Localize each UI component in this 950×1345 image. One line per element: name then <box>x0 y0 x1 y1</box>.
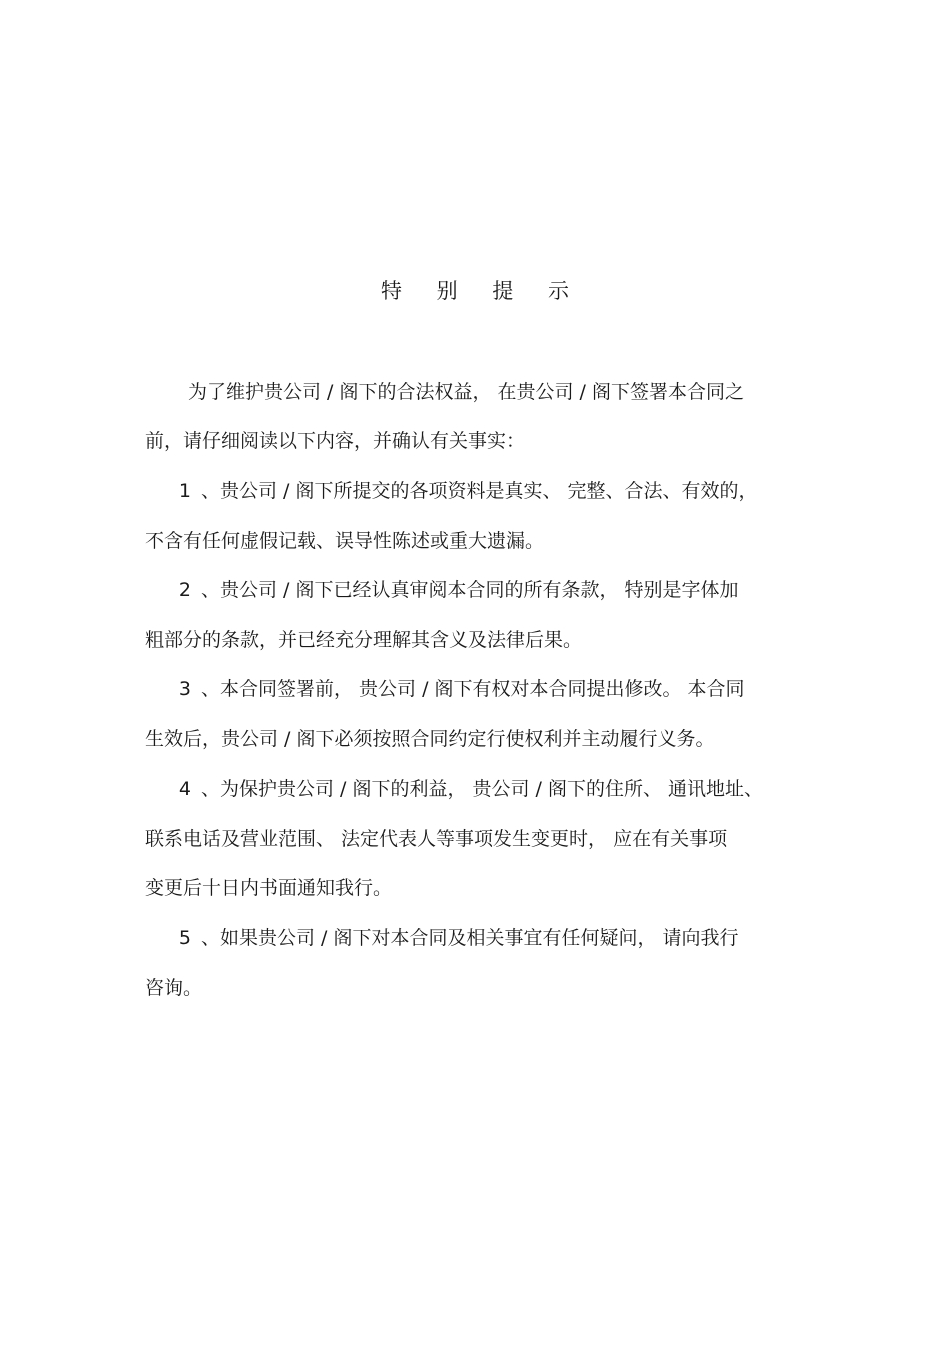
list-item-5 <box>145 923 815 953</box>
item-number: 4 <box>178 778 191 800</box>
list-item-2 <box>145 575 815 605</box>
item-number: 3 <box>178 678 191 700</box>
item-text-line-2: 咨询。 <box>145 977 203 999</box>
item-text-line-1: 、为保护贵公司 / 阁下的利益， 贵公司 / 阁下的住所、 通讯地址、 <box>201 778 764 800</box>
item-number: 2 <box>178 579 191 601</box>
item-number: 5 <box>178 927 191 949</box>
item-number: 1 <box>178 480 191 502</box>
intro-line-2: 前，请仔细阅读以下内容，并确认有关事实： <box>145 430 526 452</box>
item-text-line-1: 、贵公司 / 阁下所提交的各项资料是真实、 完整、合法、有效的， <box>201 480 758 502</box>
intro-line-1: 为了维护贵公司 / 阁下的合法权益， 在贵公司 / 阁下签署本合同之 <box>188 381 745 403</box>
item-text-line-1: 、贵公司 / 阁下已经认真审阅本合同的所有条款， 特别是字体加 <box>201 579 739 601</box>
item-text-line-1: 、如果贵公司 / 阁下对本合同及相关事宜有任何疑问， 请向我行 <box>201 927 739 949</box>
item-text-line-2: 粗部分的条款，并已经充分理解其含义及法律后果。 <box>145 629 583 651</box>
page-title: 特 别 提 示 <box>380 279 584 303</box>
list-item-4 <box>145 774 815 804</box>
item-text-line-2: 不含有任何虚假记载、误导性陈述或重大遗漏。 <box>145 530 545 552</box>
item-text-line-1: 、本合同签署前， 贵公司 / 阁下有权对本合同提出修改。 本合同 <box>201 678 745 700</box>
item-text-line-3: 变更后十日内书面通知我行。 <box>145 877 393 899</box>
item-text-line-2: 联系电话及营业范围、 法定代表人等事项发生变更时， 应在有关事项 <box>145 828 728 850</box>
list-item-3 <box>145 674 815 704</box>
item-text-line-2: 生效后，贵公司 / 阁下必须按照合同约定行使权利并主动履行义务。 <box>145 728 715 750</box>
list-item-1 <box>145 476 815 506</box>
